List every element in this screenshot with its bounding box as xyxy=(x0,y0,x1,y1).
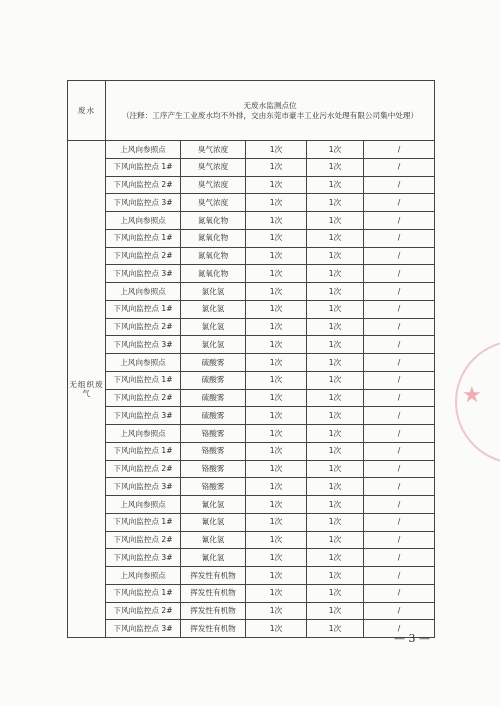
frequency-cell-2: 1次 xyxy=(307,496,364,514)
monitoring-point-cell: 下风向监控点 1# xyxy=(106,442,181,460)
table-row xyxy=(68,300,435,318)
frequency-cell: 1次 xyxy=(246,283,307,301)
frequency-cell-2: 1次 xyxy=(307,194,364,212)
pollutant-cell: 氰化氢 xyxy=(181,531,246,549)
table-row xyxy=(68,602,435,620)
frequency-cell: 1次 xyxy=(246,212,307,230)
frequency-cell-2: 1次 xyxy=(307,460,364,478)
frequency-cell: 1次 xyxy=(246,194,307,212)
frequency-cell-2: 1次 xyxy=(307,531,364,549)
table-row xyxy=(68,141,435,159)
pollutant-cell: 氮氧化物 xyxy=(181,265,246,283)
table-row xyxy=(68,425,435,443)
remark-cell: / xyxy=(364,549,435,567)
pollutant-cell: 挥发性有机物 xyxy=(181,584,246,602)
frequency-cell: 1次 xyxy=(246,425,307,443)
frequency-cell: 1次 xyxy=(246,318,307,336)
frequency-cell: 1次 xyxy=(246,158,307,176)
table-row xyxy=(68,549,435,567)
monitoring-point-cell: 下风向监控点 2# xyxy=(106,247,181,265)
remark-cell: / xyxy=(364,318,435,336)
frequency-cell-2: 1次 xyxy=(307,354,364,372)
pollutant-cell: 硫酸雾 xyxy=(181,407,246,425)
monitoring-point-cell: 下风向监控点 3# xyxy=(106,336,181,354)
frequency-cell: 1次 xyxy=(246,141,307,159)
table-row xyxy=(68,407,435,425)
remark-cell: / xyxy=(364,425,435,443)
remark-cell: / xyxy=(364,158,435,176)
remark-cell: / xyxy=(364,336,435,354)
pollutant-cell: 氮氧化物 xyxy=(181,212,246,230)
frequency-cell: 1次 xyxy=(246,531,307,549)
frequency-cell-2: 1次 xyxy=(307,283,364,301)
table-row xyxy=(68,371,435,389)
wastewater-category: 废水 xyxy=(68,81,106,141)
monitoring-point-cell: 上风向参照点 xyxy=(106,354,181,372)
remark-cell: / xyxy=(364,194,435,212)
frequency-cell: 1次 xyxy=(246,496,307,514)
pollutant-cell: 氰化氢 xyxy=(181,549,246,567)
frequency-cell: 1次 xyxy=(246,176,307,194)
pollutant-cell: 氰化氢 xyxy=(181,496,246,514)
remark-cell: / xyxy=(364,371,435,389)
frequency-cell-2: 1次 xyxy=(307,407,364,425)
table-row xyxy=(68,283,435,301)
remark-cell: / xyxy=(364,212,435,230)
pollutant-cell: 铬酸雾 xyxy=(181,442,246,460)
pollutant-cell: 氮氧化物 xyxy=(181,247,246,265)
frequency-cell: 1次 xyxy=(246,460,307,478)
monitoring-point-cell: 下风向监控点 2# xyxy=(106,602,181,620)
pollutant-cell: 铬酸雾 xyxy=(181,460,246,478)
remark-cell: / xyxy=(364,567,435,585)
remark-cell: / xyxy=(364,229,435,247)
frequency-cell-2: 1次 xyxy=(307,549,364,567)
frequency-cell-2: 1次 xyxy=(307,442,364,460)
frequency-cell: 1次 xyxy=(246,620,307,638)
frequency-cell-2: 1次 xyxy=(307,478,364,496)
remark-cell: / xyxy=(364,531,435,549)
frequency-cell: 1次 xyxy=(246,247,307,265)
frequency-cell: 1次 xyxy=(246,478,307,496)
remark-cell: / xyxy=(364,478,435,496)
monitoring-table xyxy=(67,80,435,638)
frequency-cell-2: 1次 xyxy=(307,141,364,159)
monitoring-point-cell: 上风向参照点 xyxy=(106,283,181,301)
frequency-cell: 1次 xyxy=(246,442,307,460)
frequency-cell: 1次 xyxy=(246,513,307,531)
frequency-cell-2: 1次 xyxy=(307,513,364,531)
remark-cell: / xyxy=(364,620,435,638)
monitoring-point-cell: 下风向监控点 2# xyxy=(106,176,181,194)
remark-cell: / xyxy=(364,354,435,372)
table-row xyxy=(68,460,435,478)
monitoring-point-cell: 下风向监控点 1# xyxy=(106,229,181,247)
table-row xyxy=(68,247,435,265)
remark-cell: / xyxy=(364,496,435,514)
pollutant-cell: 氯化氢 xyxy=(181,300,246,318)
monitoring-point-cell: 下风向监控点 3# xyxy=(106,194,181,212)
table-row xyxy=(68,513,435,531)
monitoring-point-cell: 下风向监控点 3# xyxy=(106,265,181,283)
frequency-cell: 1次 xyxy=(246,371,307,389)
table-row xyxy=(68,567,435,585)
frequency-cell-2: 1次 xyxy=(307,336,364,354)
table-row xyxy=(68,158,435,176)
remark-cell: / xyxy=(364,176,435,194)
pollutant-cell: 臭气浓度 xyxy=(181,141,246,159)
remark-cell: / xyxy=(364,460,435,478)
frequency-cell-2: 1次 xyxy=(307,425,364,443)
remark-cell: / xyxy=(364,602,435,620)
wastewater-note xyxy=(106,81,435,141)
pollutant-cell: 氯化氢 xyxy=(181,336,246,354)
pollutant-cell: 挥发性有机物 xyxy=(181,567,246,585)
frequency-cell-2: 1次 xyxy=(307,300,364,318)
monitoring-point-cell: 上风向参照点 xyxy=(106,141,181,159)
pollutant-cell: 臭气浓度 xyxy=(181,176,246,194)
monitoring-point-cell: 下风向监控点 2# xyxy=(106,531,181,549)
table-row xyxy=(68,212,435,230)
pollutant-cell: 氰化氢 xyxy=(181,513,246,531)
frequency-cell: 1次 xyxy=(246,584,307,602)
frequency-cell: 1次 xyxy=(246,336,307,354)
remark-cell: / xyxy=(364,247,435,265)
pollutant-cell: 挥发性有机物 xyxy=(181,602,246,620)
monitoring-point-cell: 下风向监控点 3# xyxy=(106,407,181,425)
monitoring-point-cell: 下风向监控点 1# xyxy=(106,300,181,318)
pollutant-cell: 臭气浓度 xyxy=(181,158,246,176)
monitoring-point-cell: 上风向参照点 xyxy=(106,496,181,514)
wastewater-note-text: 无废水监测点位 （注释：工序产生工业废水均不外排，交由东莞市豪丰工业污水处理有限公司集中处理） xyxy=(121,101,419,120)
frequency-cell-2: 1次 xyxy=(307,389,364,407)
pollutant-cell: 氯化氢 xyxy=(181,283,246,301)
pollutant-cell: 氮氧化物 xyxy=(181,229,246,247)
table-row xyxy=(68,265,435,283)
table-row xyxy=(68,318,435,336)
table-row xyxy=(68,584,435,602)
table-row xyxy=(68,478,435,496)
pollutant-cell: 铬酸雾 xyxy=(181,425,246,443)
frequency-cell: 1次 xyxy=(246,229,307,247)
frequency-cell: 1次 xyxy=(246,300,307,318)
page-number: — 3 — xyxy=(394,632,430,645)
remark-cell: / xyxy=(364,442,435,460)
pollutant-cell: 硫酸雾 xyxy=(181,354,246,372)
monitoring-point-cell: 下风向监控点 3# xyxy=(106,478,181,496)
table-row xyxy=(68,176,435,194)
table-row xyxy=(68,496,435,514)
remark-cell: / xyxy=(364,283,435,301)
pollutant-cell: 氯化氢 xyxy=(181,318,246,336)
monitoring-point-cell: 上风向参照点 xyxy=(106,567,181,585)
remark-cell: / xyxy=(364,407,435,425)
frequency-cell: 1次 xyxy=(246,549,307,567)
pollutant-cell: 硫酸雾 xyxy=(181,371,246,389)
table-row xyxy=(68,531,435,549)
frequency-cell-2: 1次 xyxy=(307,371,364,389)
frequency-cell-2: 1次 xyxy=(307,318,364,336)
pollutant-cell: 臭气浓度 xyxy=(181,194,246,212)
monitoring-point-cell: 下风向监控点 1# xyxy=(106,371,181,389)
frequency-cell-2: 1次 xyxy=(307,229,364,247)
table-row xyxy=(68,620,435,638)
fugitive-gas-category: 无组织废气 xyxy=(68,141,106,638)
frequency-cell: 1次 xyxy=(246,407,307,425)
table-row xyxy=(68,194,435,212)
wastewater-row xyxy=(68,81,435,141)
monitoring-point-cell: 下风向监控点 1# xyxy=(106,513,181,531)
frequency-cell-2: 1次 xyxy=(307,567,364,585)
remark-cell: / xyxy=(364,584,435,602)
table-row xyxy=(68,354,435,372)
frequency-cell-2: 1次 xyxy=(307,176,364,194)
frequency-cell-2: 1次 xyxy=(307,584,364,602)
frequency-cell: 1次 xyxy=(246,265,307,283)
monitoring-point-cell: 下风向监控点 2# xyxy=(106,389,181,407)
remark-cell: / xyxy=(364,141,435,159)
monitoring-point-cell: 下风向监控点 2# xyxy=(106,318,181,336)
remark-cell: / xyxy=(364,389,435,407)
remark-cell: / xyxy=(364,265,435,283)
remark-cell: / xyxy=(364,300,435,318)
monitoring-point-cell: 下风向监控点 1# xyxy=(106,584,181,602)
frequency-cell-2: 1次 xyxy=(307,158,364,176)
monitoring-point-cell: 上风向参照点 xyxy=(106,212,181,230)
frequency-cell-2: 1次 xyxy=(307,602,364,620)
table-row xyxy=(68,389,435,407)
monitoring-point-cell: 下风向监控点 3# xyxy=(106,620,181,638)
frequency-cell-2: 1次 xyxy=(307,620,364,638)
monitoring-point-cell: 下风向监控点 3# xyxy=(106,549,181,567)
monitoring-point-cell: 下风向监控点 2# xyxy=(106,460,181,478)
table-row xyxy=(68,336,435,354)
pollutant-cell: 铬酸雾 xyxy=(181,478,246,496)
seal-star-icon: ★ xyxy=(462,383,482,408)
pollutant-cell: 挥发性有机物 xyxy=(181,620,246,638)
frequency-cell: 1次 xyxy=(246,389,307,407)
monitoring-point-cell: 上风向参照点 xyxy=(106,425,181,443)
remark-cell: / xyxy=(364,513,435,531)
table-row xyxy=(68,442,435,460)
frequency-cell: 1次 xyxy=(246,602,307,620)
frequency-cell: 1次 xyxy=(246,354,307,372)
monitoring-point-cell: 下风向监控点 1# xyxy=(106,158,181,176)
pollutant-cell: 硫酸雾 xyxy=(181,389,246,407)
frequency-cell-2: 1次 xyxy=(307,212,364,230)
frequency-cell-2: 1次 xyxy=(307,265,364,283)
frequency-cell-2: 1次 xyxy=(307,247,364,265)
frequency-cell: 1次 xyxy=(246,567,307,585)
table-row xyxy=(68,229,435,247)
